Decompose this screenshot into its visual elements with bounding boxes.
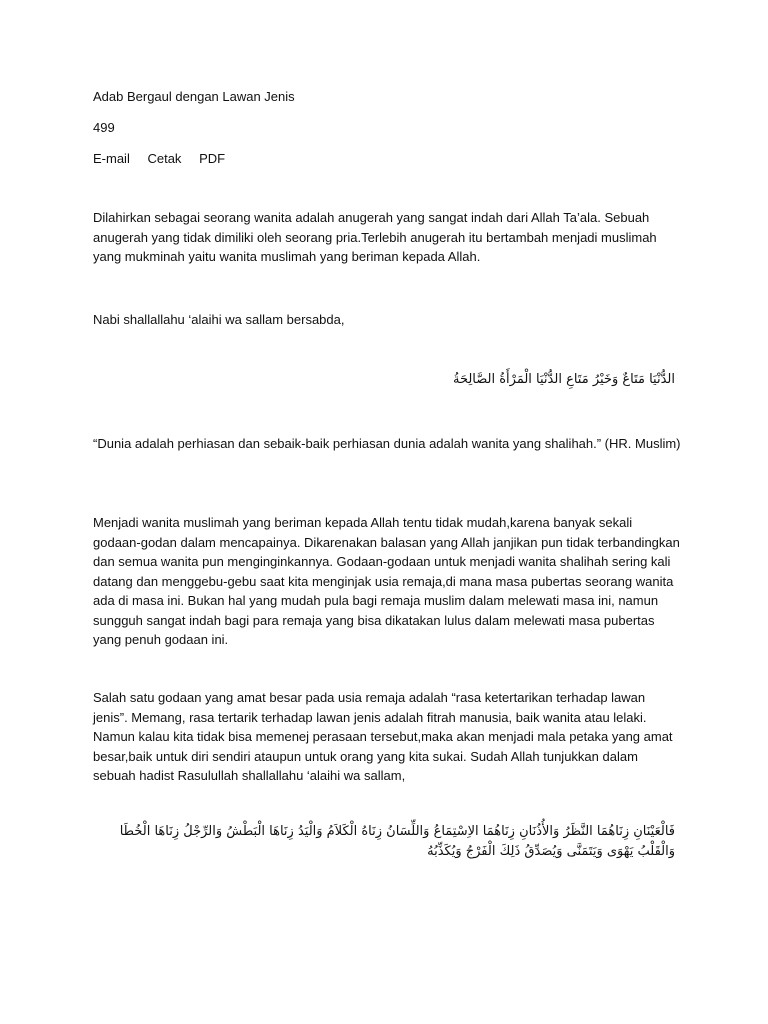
action-links xyxy=(93,149,239,168)
print-link[interactable]: Cetak xyxy=(147,151,182,166)
pdf-link[interactable]: PDF xyxy=(199,151,226,166)
intro-paragraph: Dilahirkan sebagai seorang wanita adalah anugerah yang sangat indah dari Allah Ta’ala. Sebuah anugerah yang tidak dimiliki oleh seorang pria.Terlebih anugerah itu bertambah menjadi muslimah yang mukminah yaitu wanita muslimah yang beriman kepada Allah. xyxy=(93,210,657,264)
menjadi-paragraph: Menjadi wanita muslimah yang beriman kepada Allah tentu tidak mudah,karena banyak sekali godaan-godan dalam mencapainya. Dikarenakan balasan yang Allah janjikan pun tidak terbandingkan dan semua wanita pun menginginkannya. Godaan-godaan untuk menjadi wanita shalihah sering kali datang dan menggebu-gebu saat kita menginjak usia remaja,di mana masa pubertas seorang wanita ada di masa ini. Bukan hal yang mudah pula bagi remaja muslim dalam melewati masa ini, namun sungguh sangat indah bagi para remaja yang bisa dikatakan lulus dalam melewati masa pubertas yang penuh godaan ini. xyxy=(93,515,680,647)
nabi-paragraph: Nabi shallallahu ‘alaihi wa sallam bersabda, xyxy=(93,312,345,327)
salah-paragraph: Salah satu godaan yang amat besar pada usia remaja adalah “rasa ketertarikan terhadap lawan jenis”. Memang, rasa tertarik terhadap lawan jenis adalah fitrah manusia, baik wanita atau lelaki. Namun kalau kita tidak bisa memenej perasaan tersebut,maka akan menjadi mala petaka yang amat besar,baik untuk diri sendiri ataupun untuk orang yang kita sukai. Sudah Allah tunjukkan dalam sebuah hadist Rasulullah shallallahu ‘alaihi wa sallam, xyxy=(93,690,673,783)
hadith-translation-1: “Dunia adalah perhiasan dan sebaik-baik perhiasan dunia adalah wanita yang shalihah.” (HR. Muslim) xyxy=(93,436,681,451)
view-count: 499 xyxy=(93,120,115,135)
email-link[interactable]: E-mail xyxy=(93,151,130,166)
document-title: Adab Bergaul dengan Lawan Jenis xyxy=(93,89,295,104)
hadith-arabic-1: الدُّنْيَا مَتَاعٌ وَخَيْرُ مَتَاعِ الدُّنْيَا الْمَرْأَةُ الصَّالِحَةُ xyxy=(452,372,675,387)
hadith-arabic-2: فَالْعَيْنَانِ زِنَاهُمَا النَّظَرُ وَالأُذُنَانِ زِنَاهُمَا الاِسْتِمَاعُ وَاللِّسَانُ زِنَاهُ الْكَلاَمُ وَالْيَدُ زِنَاهَا الْبَطْشُ وَالرِّجْلُ زِنَاهَا الْخُطَا وَالْقَلْبُ يَهْوَى وَيَتَمَنَّى وَيُصَدِّقُ ذَلِكَ الْفَرْجُ وَيُكَذِّبُهُ xyxy=(119,824,675,859)
